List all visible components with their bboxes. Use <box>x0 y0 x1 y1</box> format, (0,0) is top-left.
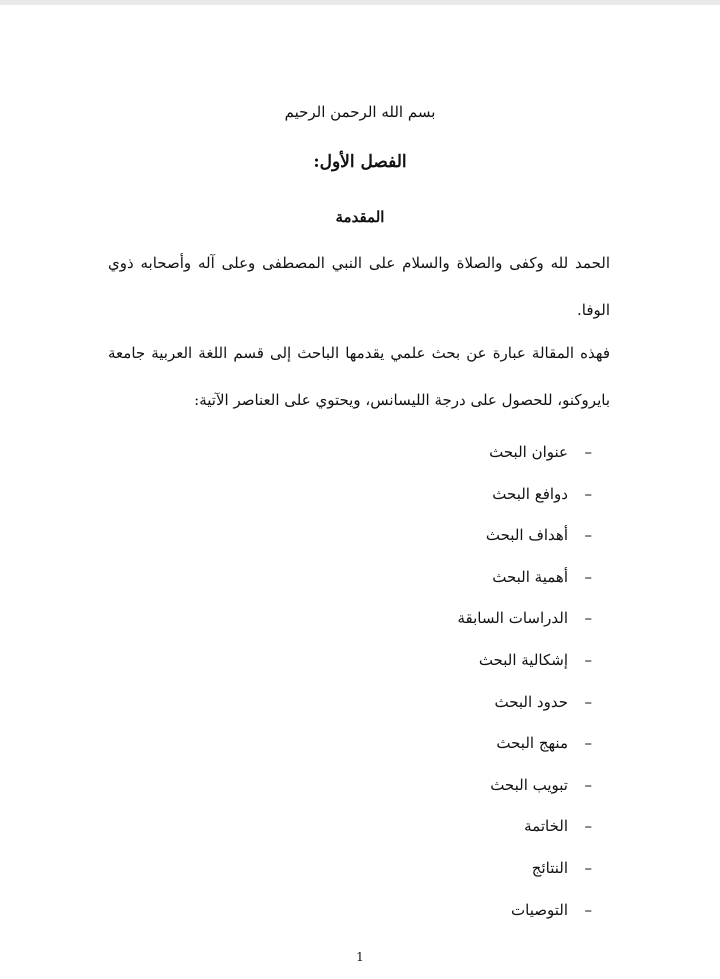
list-item <box>457 557 592 599</box>
list-item-text: أهمية البحث <box>492 567 568 586</box>
list-item <box>457 765 592 807</box>
list-dash: – <box>584 817 592 836</box>
list-item-text: عنوان البحث <box>489 443 568 461</box>
list-item-text: منهج البحث <box>496 734 568 753</box>
page-number: 1 <box>356 950 364 964</box>
list-item-text: حدود البحث <box>494 692 568 711</box>
list-item <box>457 474 592 516</box>
list-item <box>457 806 592 848</box>
research-elements-list <box>457 432 592 931</box>
list-item-text: تبويب البحث <box>490 775 568 794</box>
list-item-text: أهداف البحث <box>485 526 568 545</box>
list-item-text: الخاتمة <box>524 817 568 836</box>
list-dash: – <box>584 858 592 877</box>
list-dash: – <box>584 900 592 919</box>
introduction-heading: المقدمة <box>335 208 385 226</box>
list-dash: – <box>584 567 592 586</box>
list-item <box>457 598 592 640</box>
list-item-text: إشكالية البحث <box>478 650 568 669</box>
list-item-text: النتائج <box>531 858 568 877</box>
list-dash: – <box>584 775 592 794</box>
list-dash: – <box>584 484 592 503</box>
list-dash: – <box>584 692 592 711</box>
list-item-text: الدراسات السابقة <box>457 609 568 628</box>
list-item-text: التوصيات <box>511 900 568 919</box>
list-dash: – <box>584 650 592 669</box>
list-item <box>457 682 592 724</box>
list-item <box>457 515 592 557</box>
list-item <box>457 432 592 474</box>
list-item <box>457 640 592 682</box>
list-dash: – <box>584 526 592 545</box>
list-item-text: دوافع البحث <box>492 484 568 503</box>
chapter-title: الفصل الأول: <box>313 152 407 172</box>
list-item <box>457 848 592 890</box>
list-dash: – <box>584 734 592 753</box>
basmala: بسم الله الرحمن الرحيم <box>284 103 436 121</box>
list-dash: – <box>584 443 592 461</box>
list-item <box>457 723 592 765</box>
paragraph-praise: الحمد لله وكفى والصلاة والسلام على النبي المصطفى وعلى آله وأصحابه ذوي الوفا. <box>108 254 610 319</box>
list-item <box>457 890 592 932</box>
list-dash: – <box>584 609 592 628</box>
paragraph-description: فهذه المقالة عبارة عن بحث علمي يقدمها الباحث إلى قسم اللغة العربية جامعة بايروكنو، للحصول على درجة الليسانس، ويحتوي على العناصر الآتية: <box>108 344 610 409</box>
